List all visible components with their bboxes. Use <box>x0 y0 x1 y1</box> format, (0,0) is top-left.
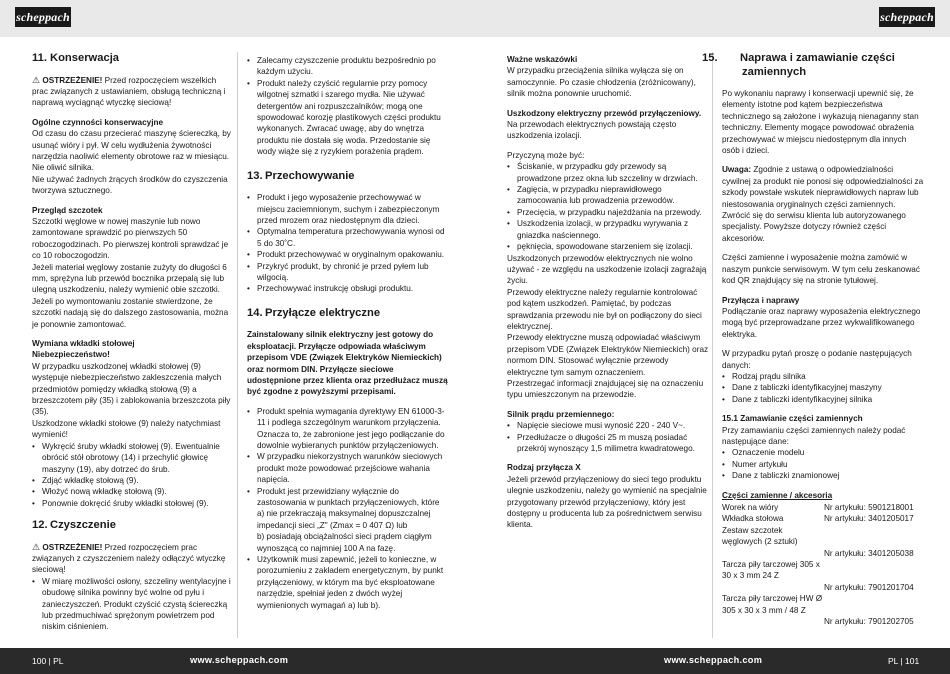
paragraph: W przypadku przeciążenia silnika wyłącza się on samoczynnie. Po czasie chłodzenia (zróżnicowany), silnik można ponownie uruchomić. <box>507 66 696 99</box>
subheading: Przyłącza i naprawy <box>722 295 800 305</box>
list-item: • Zagięcia, w przypadku nieprawidłowego zamocowania lub prowadzenia przewodów. <box>507 184 709 207</box>
list-item: • W miarę możliwości osłony, szczeliny wentylacyjne i obudowę silnika powinny być wolne od pyłu i zanieczyszczeń. Produkt czyścić czystą ściereczką lub przedmuchiwać sprężonym powietrzem pod niskim ciśnieniem. <box>32 576 234 633</box>
parts-row: Nr artykułu: 3401205038 <box>824 548 914 558</box>
column-1 <box>32 46 234 633</box>
warning-triangle-icon: ⚠ <box>32 74 41 85</box>
paragraph: Od czasu do czasu przecierać maszynę ściereczką, by usunąć wióry i pył. W celu wydłużenia żywotności narzędzia naoliwić elementy obrotowe raz w miesiącu. Nie oliwić silnika. <box>32 129 231 173</box>
list-item: • Produkt jest przewidziany wyłącznie do zastosowania w punktach przyłączeniowych, które <box>247 486 449 509</box>
subheading: Niebezpieczeństwo! <box>32 350 110 360</box>
column-4 <box>702 46 924 627</box>
column-2 <box>247 46 449 611</box>
bullet-list <box>32 576 234 633</box>
parts-row: Worek na wióry Nr artykułu: 5901218001 <box>722 503 914 512</box>
paragraph: Uszkodzone wkładki stołowe (9) należy natychmiast wymienić! <box>32 418 221 440</box>
website-link[interactable]: www.scheppach.com <box>664 655 763 665</box>
list-item: • Produkt i jego wyposażenie przechowywać w miejscu zaciemnionym, suchym i zabezpieczonym przed mrozem oraz niedostępnym dla dzieci. <box>247 192 449 226</box>
list-item: • Przykryć produkt, by chronić je przed pyłem lub wilgocią. <box>247 261 449 284</box>
bullet-list <box>247 554 449 611</box>
bullet-list <box>247 406 449 509</box>
paragraph: W przypadku uszkodzonej wkładki stołowej (9) występuje niebezpieczeństwo zakleszczenia małych przedmiotów pomiędzy wkładką stołową (9) a brzeszczotem piły (35) i zablokowania brzeszczota piły (35). <box>32 361 231 417</box>
parts-row: Tarcza piły tarczowej 305 x 30 x 3 mm 24 Z <box>722 560 820 581</box>
list-item: • Oznaczenie modelu <box>722 447 924 458</box>
list-item: • Produkt przechowywać w oryginalnym opakowaniu. <box>247 249 449 260</box>
footer-bar <box>0 648 950 674</box>
list-item: • Produkt spełnia wymagania dyrektywy EN 61000-3-11 i podlega szczególnym warunkom przyłączenia. Oznacza to, że zabronione jest jego podłączanie do dowolnie wybieranych punktów przyłączeniowych. <box>247 406 449 452</box>
section-heading: 12. Czyszczenie <box>32 519 116 532</box>
bullet-list <box>507 420 709 454</box>
parts-row: Wkładka stołowa Nr artykułu: 3401205017 <box>722 514 914 524</box>
subheading: 15.1 Zamawianie części zamiennych <box>722 414 863 424</box>
list-item: • Przedłużacze o długości 25 m muszą posiadać przekrój wynoszący 1,5 milimetra kwadratowego. <box>507 432 709 455</box>
paragraph: Szczotki węglowe w nowej maszynie lub nowo zamontowane sprawdzić po pierwszych 50 roboczogodzinach. Po pierwszej kontroli sprawdzać je co 10 roboczogodzin. <box>32 216 229 261</box>
list-subitem: a) nie przekraczają maksymalnej dopuszczalnej impedancji sieci „Z" (Zmax = 0 407 Ω) lub <box>257 509 431 530</box>
bullet-list <box>722 371 924 405</box>
subheading: Ogólne czynności konserwacyjne <box>32 117 164 127</box>
paragraph: Jeżeli materiał węglowy zostanie zużyty do długości 6 mm, sprężyna lub przewód bocznika przepalą się lub ulegną uszkodzeniu, należy wymienić obie szczotki. Jeżeli po wymontowaniu zostanie stwierdzone, że szczotki nadają się do dalszego zastosowania, można je ponownie zamontować. <box>32 262 229 329</box>
list-item: • Dane z tabliczki znamionowej <box>722 470 924 481</box>
list-item: • Przecięcia, w przypadku najeżdżania na przewody. <box>507 207 709 218</box>
list-item: • Produkt należy czyścić regularnie przy pomocy wilgotnej szmatki i szarego mydła. Nie używać detergentów ani rozpuszczalników; mogą one spowodować korozję plastikowych części produktu wykonanych. Zwracać uwagę, aby do wnętrza produktu nie dostała się woda. Przedostanie się wody wiąże się z ryzykiem porażenia prądem. <box>247 78 449 158</box>
parts-row: Zestaw szczotek węglowych (2 sztuki) <box>722 525 798 547</box>
paragraph: Przewody elektryczne należy regularnie kontrolować pod kątem uszkodzeń. Pamiętać, by podczas sprawdzania przewodu nie był on podłączony do sieci elektrycznej. <box>507 287 702 331</box>
bullet-list <box>32 441 234 509</box>
bullet-list <box>247 55 449 158</box>
list-subitem: b) posiadają obciążalności sieci prądem ciągłym wynoszącą co najmniej 100 A na fazę. <box>257 532 432 553</box>
website-link[interactable]: www.scheppach.com <box>190 655 289 665</box>
paragraph: Części zamienne i wyposażenie można zamówić w naszym punkcie serwisowym. W tym celu zeskanować kod QR znajdujący się na stronie tytułowej. <box>722 253 920 286</box>
paragraph: Przestrzegać informacji znajdującej się na oznaczeniu typu umieszczonym na przewodzie. <box>507 378 704 400</box>
section-heading: 11. Konserwacja <box>32 52 120 64</box>
column-divider <box>237 52 238 638</box>
section-heading: 13. Przechowywanie <box>247 169 355 182</box>
paragraph: Przewody elektryczne muszą odpowiadać właściwym przepisom VDE (Związek Elektryków Niemieckich) oraz normom DIN. Stosować wyłącznie przewody elektryczne tym samym oznaczeniem. <box>507 333 709 377</box>
paragraph: Przy zamawianiu części zamiennych należy podać następujące dane: <box>722 425 906 446</box>
list-item: • Rodzaj prądu silnika <box>722 371 924 382</box>
list-item: • Optymalna temperatura przechowywania wynosi od 5 do 30˚C. <box>247 226 449 249</box>
warning-triangle-icon: ⚠ <box>32 541 41 552</box>
list-item: • Wykręcić śruby wkładki stołowej (9). Ewentualnie obrócić stół obrotowy (14) i przechylić głowicę maszyny (19), aby dotrzeć do śrub. <box>32 441 234 475</box>
list-item: • Użytkownik musi zapewnić, jeżeli to konieczne, w porozumieniu z zakładem energetycznym, by punkt przyłączeniowy, w którym ma być eksploatowane narzędzie, spełniał jeden z dwóch wyżej wymienionych wymagań a) lub b). <box>247 554 449 611</box>
column-3 <box>507 46 709 531</box>
list-item: • Zdjąć wkładkę stołową (9). <box>32 475 234 486</box>
parts-row: Nr artykułu: 7901201704 <box>824 582 914 592</box>
paragraph: Na przewodach elektrycznych powstają często uszkodzenia izolacji. <box>507 120 677 141</box>
paragraph: W przypadku pytań proszę o podanie następujących danych: <box>722 349 912 370</box>
parts-row: Nr artykułu: 7901202705 <box>824 617 914 627</box>
paragraph: Uszkodzonych przewodów elektrycznych nie wolno używać - ze względu na uszkodzenie izolacji zagrażają życiu. <box>507 253 707 286</box>
brand-logo: scheppach <box>879 7 935 27</box>
parts-row: Tarcza piły tarczowej HW Ø 305 x 30 x 3 mm / 48 Z <box>722 594 823 615</box>
parts-list <box>722 502 924 627</box>
subheading: Silnik prądu przemiennego: <box>507 409 615 419</box>
list-item: • Numer artykułu <box>722 459 924 470</box>
bullet-list <box>247 192 449 295</box>
list-item: • Dane z tabliczki identyfikacyjnej silnika <box>722 394 924 405</box>
subheading: Rodzaj przyłącza X <box>507 463 581 473</box>
paragraph: Przyczyną może być: <box>507 150 585 160</box>
bullet-list <box>507 161 709 252</box>
list-item: • Przechowywać instrukcję obsługi produktu. <box>247 283 449 294</box>
list-item: • Ponownie dokręcić śruby wkładki stołowej (9). <box>32 498 234 509</box>
warning-paragraph: ⚠ OSTRZEŻENIE! Przed rozpoczęciem prac związanych z czyszczeniem należy odłączyć wtyczkę sieciową! <box>32 541 226 575</box>
subheading: Uszkodzony elektryczny przewód przyłączeniowy. <box>507 108 702 118</box>
list-item: • Zalecamy czyszczenie produktu bezpośrednio po każdym użyciu. <box>247 55 449 78</box>
subheading: Części zamienne / akcesoria <box>722 490 833 500</box>
paragraph: Jeżeli przewód przyłączeniowy do sieci tego produktu ulegnie uszkodzeniu, należy go wymienić na specjalnie przygotowany przewód przyłączeniowy, który jest dostępny u producenta lub za pośrednictwem serwisu klienta. <box>507 474 707 530</box>
list-item: • Dane z tabliczki identyfikacyjnej maszyny <box>722 382 924 393</box>
section-heading: 14. Przyłącze elektryczne <box>247 306 381 319</box>
bullet-list <box>722 447 924 481</box>
paragraph: Nie używać żadnych żrących środków do czyszczenia tworzywa sztucznego. <box>32 174 228 196</box>
subheading: Ważne wskazówki <box>507 55 578 64</box>
subheading: Przegląd szczotek <box>32 205 103 215</box>
section-heading: 15. Naprawa i zamawianie części zamiennych <box>702 52 895 78</box>
list-item: • W przypadku niekorzystnych warunków sieciowych produkt może powodować przejściowe wahania napięcia. <box>247 451 449 485</box>
paragraph: Po wykonaniu naprawy i konserwacji upewnić się, że elementy istotne pod kątem bezpieczeństwa technicznego są założone i wykazują nienaganny stan techniczny. Elementy mogące powodować obrażenia przechowywać w miejscu niedostępnym dla innych osób i dzieci. <box>722 89 919 156</box>
list-item: • Włożyć nową wkładkę stołową (9). <box>32 486 234 497</box>
warning-paragraph: ⚠ OSTRZEŻENIE! Przed rozpoczęciem wszelkich prac związanych z ustawianiem, obsługą techniczną i naprawą wyciągnąć wtyczkę sieciową! <box>32 74 226 108</box>
brand-logo: scheppach <box>15 7 71 27</box>
paragraph: Podłączanie oraz naprawy wyposażenia elektrycznego mogą być przeprowadzane przez wykwalifikowanego elektryka. <box>722 306 921 339</box>
header-bar <box>0 0 950 37</box>
note-paragraph: Uwaga: Zgodnie z ustawą o odpowiedzialności cywilnej za produkt nie ponosi się odpowiedzialności za szkody powstałe wskutek nieprawidłowych napraw lub niestosowania oryginalnych części zamiennych. Zwrócić się do serwisu klienta lub autoryzowanego specjalisty. Powyższe dotyczy również części akcesoriów. <box>722 165 924 243</box>
column-divider <box>712 52 713 638</box>
list-item: • Uszkodzenia izolacji, w przypadku wyrywania z gniazdka naściennego. <box>507 218 709 241</box>
list-item: • Napięcie sieciowe musi wynosić 220 - 240 V~. <box>507 420 709 431</box>
list-item: • Ściskanie, w przypadku gdy przewody są prowadzone przez okna lub szczeliny w drzwiach. <box>507 161 709 184</box>
paragraph: Zainstalowany silnik elektryczny jest gotowy do eksploatacji. Przyłącze odpowiada właściwym przepisom VDE (Związek Elektryków Niemieckich) oraz normom DIN. Przyłącze sieciowe udostępnione przez klienta oraz przedłużacz muszą być zgodne z powyższymi przepisami. <box>247 330 448 397</box>
list-item: • pęknięcia, spowodowane starzeniem się izolacji. <box>507 241 709 252</box>
page-number-left: 100 | PL <box>32 656 64 666</box>
page-number-right: PL | 101 <box>888 656 920 666</box>
subheading: Wymiana wkładki stołowej <box>32 339 135 349</box>
